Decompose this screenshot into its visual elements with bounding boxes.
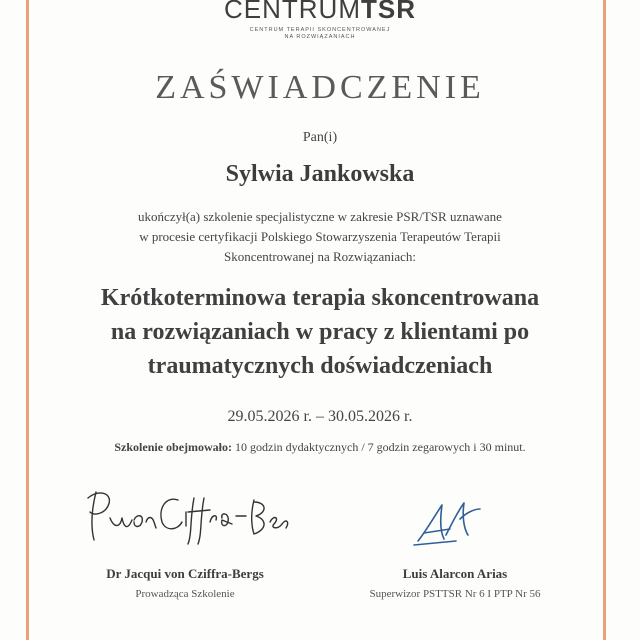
course-hours-label: Szkolenie obejmowało: xyxy=(114,440,233,454)
description-line: Skoncentrowanej na Rozwiązaniach: xyxy=(223,249,417,264)
logo-text-bold: TSR xyxy=(361,0,416,24)
course-title-line: Krótkoterminowa terapia skoncentrowana xyxy=(100,285,540,311)
salutation: Pan(i) xyxy=(302,130,338,145)
signer-role-2: Superwizor PSTTSR Nr 6 I PTP Nr 56 xyxy=(369,588,541,600)
course-hours-value: 10 godzin dydaktycznych / 7 godzin zegarowych i 30 minut. xyxy=(235,440,526,454)
signature-image-1 xyxy=(70,478,290,548)
signer-name-2: Luis Alarcon Arias xyxy=(402,566,508,581)
logo-text-light: CENTRUM xyxy=(224,0,361,24)
course-hours xyxy=(0,440,640,455)
course-title xyxy=(40,281,600,383)
course-title-line: traumatycznych doświadczeniach xyxy=(147,353,493,379)
signer-role-1: Prowadząca Szkolenie xyxy=(135,588,235,600)
signature-image-2 xyxy=(410,495,490,550)
course-title-line: na rozwiązaniach w pracy z klientami po xyxy=(110,319,530,345)
logo-subtitle-line2: NA ROZWIĄZANIACH xyxy=(284,34,356,40)
certificate-title: ZAŚWIADCZENIE xyxy=(155,69,485,106)
logo xyxy=(0,0,640,24)
logo-subtitle-line1: CENTRUM TERAPII SKONCENTROWANEJ xyxy=(249,27,391,33)
description xyxy=(100,207,540,267)
course-dates: 29.05.2026 r. – 30.05.2026 r. xyxy=(227,408,413,425)
recipient-name: Sylwia Jankowska xyxy=(225,161,415,187)
description-line: ukończył(a) szkolenie specjalistyczne w zakresie PSR/TSR uznawane xyxy=(138,209,502,224)
signer-name-1: Dr Jacqui von Cziffra-Bergs xyxy=(106,566,264,581)
description-line: w procesie certyfikacji Polskiego Stowarzyszenia Terapeutów Terapii xyxy=(139,229,501,244)
